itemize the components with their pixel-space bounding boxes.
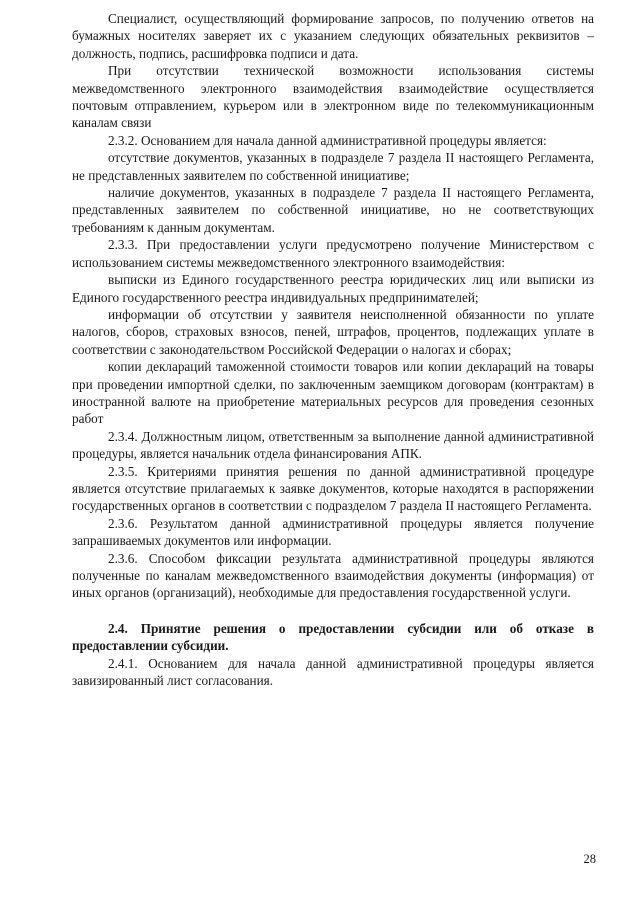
paragraph: При отсутствии технической возможности использования системы межведомственного электронного взаимодействия взаимодействие осуществляется почтовым отправлением, курьером или в электронном виде по телекоммуникационным каналам связи bbox=[72, 63, 594, 131]
paragraph: 2.3.4. Должностным лицом, ответственным за выполнение данной административной процедуры, является начальник отдела финансирования АПК. bbox=[72, 428, 594, 462]
section-heading: 2.4. Принятие решения о предоставлении субсидии или об отказе в предоставлении субсидии. bbox=[72, 620, 594, 654]
paragraph: 2.3.2. Основанием для начала данной административной процедуры является: bbox=[108, 132, 547, 148]
paragraph: 2.3.3. При предоставлении услуги предусмотрено получение Министерством с использованием системы межведомственного электронного взаимодействия: bbox=[72, 237, 594, 270]
page-number: 28 bbox=[583, 852, 596, 866]
paragraph: информации об отсутствии у заявителя неисполненной обязанности по уплате налогов, сборов, страховых взносов, пеней, штрафов, процентов, подлежащих уплате в соответствии с законодательством Российской Федерации о налогах и сборах; bbox=[72, 306, 594, 357]
paragraph: наличие документов, указанных в подразделе 7 раздела II настоящего Регламента, представленных заявителем по собственной инициативе, но не соответствующих требованиям к данным документам. bbox=[72, 185, 594, 235]
document-page bbox=[72, 10, 594, 689]
paragraph: копии деклараций таможенной стоимости товаров или копии деклараций на товары при проведении импортной сделки, по заключенным заемщиком договорам (контрактам) в иностранной валюте на приобретение материальных ресурсов для проведения сезонных работ bbox=[72, 359, 594, 427]
paragraph: Специалист, осуществляющий формирование запросов, по получению ответов на бумажных носителях заверяет их с указанием следующих обязательных реквизитов – должность, подпись, расшифровка подписи и дата. bbox=[72, 11, 594, 61]
paragraph: 2.3.6. Результатом данной административной процедуры является получение запрашиваемых документов или информации. bbox=[72, 515, 594, 549]
paragraph: 2.3.5. Критериями принятия решения по данной административной процедуре является отсутствие прилагаемых к заявке документов, которые находятся в распоряжении государственных органов в соответствии с подразделом 7 раздела II настоящего Регламента. bbox=[72, 463, 594, 514]
paragraph: отсутствие документов, указанных в подразделе 7 раздела II настоящего Регламента, не представленных заявителем по собственной инициативе; bbox=[72, 150, 594, 183]
paragraph: 2.3.6. Способом фиксации результата административной процедуры являются полученные по каналам межведомственного взаимодействия документы (информация) от иных органов (организаций), необходимые для предоставления государственной услуги. bbox=[72, 550, 594, 601]
paragraph: выписки из Единого государственного реестра юридических лиц или выписки из Единого государственного реестра индивидуальных предпринимателей; bbox=[72, 272, 594, 305]
paragraph: 2.4.1. Основанием для начала данной административной процедуры является завизированный лист согласования. bbox=[72, 655, 594, 689]
